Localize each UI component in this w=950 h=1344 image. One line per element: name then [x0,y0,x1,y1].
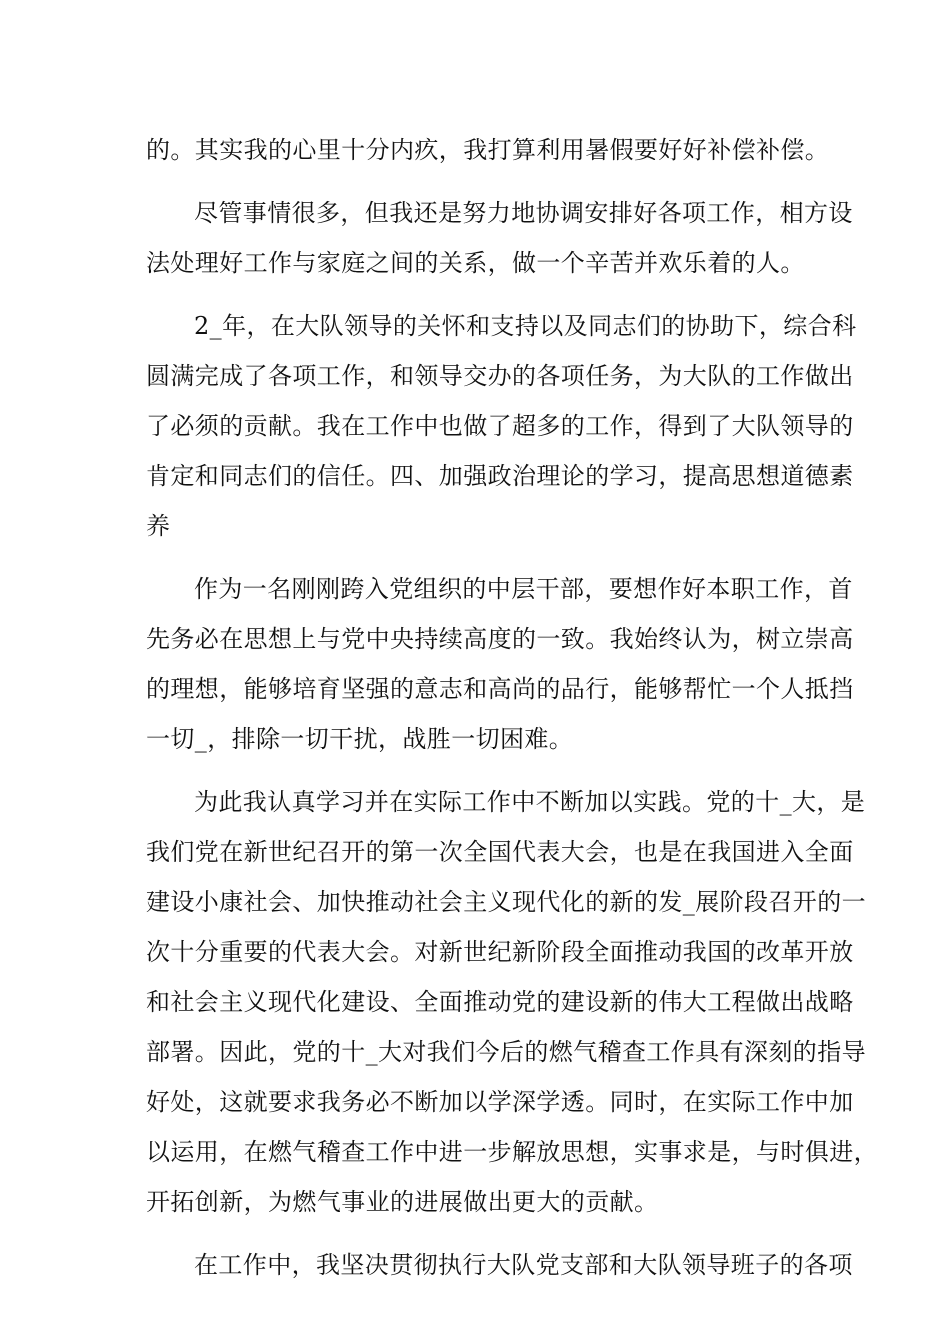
paragraph [146,564,854,764]
text-line: 和社会主义现代化建设、全面推动党的建设新的伟大工程做出战略 [146,988,854,1016]
text-line: 作为一名刚刚跨入党组织的中层干部，要想作好本职工作，首 [194,575,853,603]
paragraph [146,1240,853,1290]
document-body [146,125,878,1290]
text-line: 圆满完成了各项工作，和领导交办的各项任务，为大队的工作做出 [146,362,854,390]
text-line: 的理想，能够培育坚强的意志和高尚的品行，能够帮忙一个人抵挡 [146,675,854,703]
text-line: 了必须的贡献。我在工作中也做了超多的工作，得到了大队领导的 [146,412,854,440]
text-line: 建设小康社会、加快推动社会主义现代化的新的发_展阶段召开的一 [146,888,866,916]
text-line: 开拓创新，为燃气事业的进展做出更大的贡献。 [146,1188,659,1216]
paragraph [146,125,830,175]
text-line: 肯定和同志们的信任。四、加强政治理论的学习，提高思想道德素 [146,462,854,490]
paragraph [146,188,853,288]
text-line: 的。其实我的心里十分内疚，我打算利用暑假要好好补偿补偿。 [146,136,830,164]
text-line: 先务必在思想上与党中央持续高度的一致。我始终认为，树立崇高 [146,625,854,653]
text-line: 部署。因此，党的十_大对我们今后的燃气稽查工作具有深刻的指导 [146,1038,866,1066]
paragraph [146,777,878,1227]
text-line: 养 [146,512,171,540]
text-line: 在工作中，我坚决贯彻执行大队党支部和大队领导班子的各项 [194,1251,853,1279]
text-line: 法处理好工作与家庭之间的关系，做一个辛苦并欢乐着的人。 [146,249,805,277]
text-line: 为此我认真学习并在实际工作中不断加以实践。党的十_大，是 [194,788,866,816]
text-line: 次十分重要的代表大会。对新世纪新阶段全面推动我国的改革开放 [146,938,854,966]
text-line: 尽管事情很多，但我还是努力地协调安排好各项工作，相方设 [194,199,853,227]
text-line: 2_年，在大队领导的关怀和支持以及同志们的协助下，综合科 [194,312,857,340]
text-line: 我们党在新世纪召开的第一次全国代表大会，也是在我国进入全面 [146,838,854,866]
text-line: 一切_，排除一切干扰，战胜一切困难。 [146,725,574,753]
paragraph [146,301,857,551]
text-line: 以运用，在燃气稽查工作中进一步解放思想，实事求是，与时俱进， [146,1138,878,1166]
text-line: 好处，这就要求我务必不断加以学深学透。同时，在实际工作中加 [146,1088,854,1116]
